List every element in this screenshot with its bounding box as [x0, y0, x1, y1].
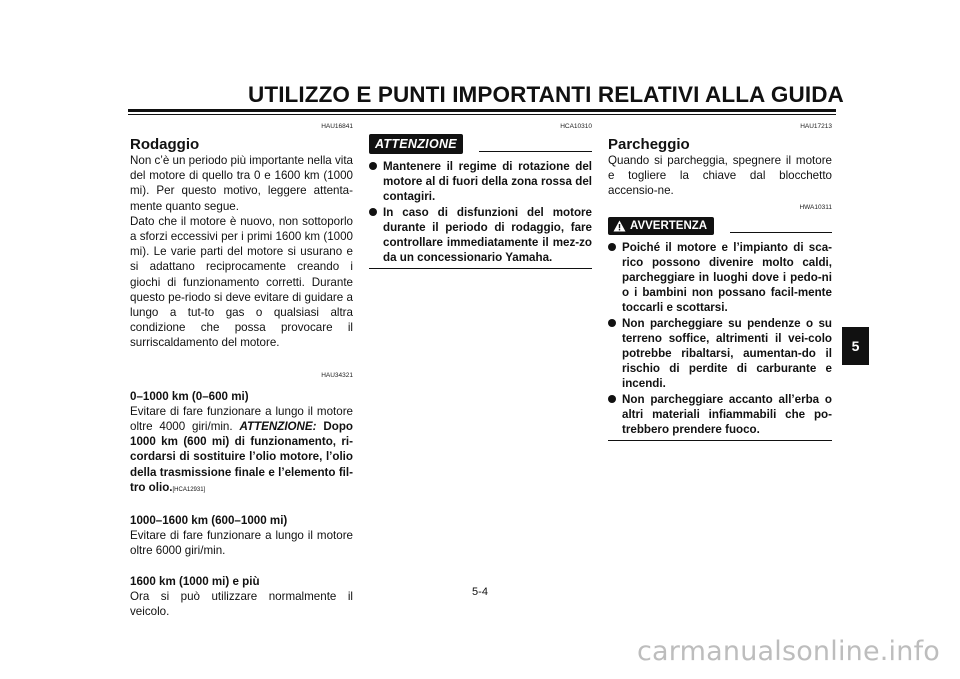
list-item: Poiché il motore e l’impianto di sca-rico possono divenire molto caldi, parcheggiare in luoghi dove i pedo-ni o i bambini non possano facil-mente toccarli e scottarsi.: [608, 240, 832, 316]
warning-badge: [608, 217, 714, 235]
paragraph: Evitare di fare funzionare a lungo il motore oltre 6000 giri/min.: [130, 529, 353, 558]
section-tab: 5: [842, 327, 869, 365]
middle-column: [369, 122, 592, 269]
header-rule-thin: [128, 114, 836, 115]
caution-text: Dopo 1000 km (600 mi) di funzionamento, ri-cordarsi di sostituire l’olio motore, l’olio della trasmissione finale e l’elemento fil-tro olio.: [130, 420, 353, 494]
left-column: [130, 122, 353, 619]
paragraph: Quando si parcheggia, spegnere il motore e togliere la chiave dal blocchetto accensio-ne.: [608, 154, 832, 198]
bullet-icon: [608, 395, 616, 403]
ref-code: HWA10311: [799, 203, 832, 211]
bullet-icon: [369, 162, 377, 170]
ref-code: HAU34321: [321, 371, 353, 379]
subheading: 1600 km (1000 mi) e più: [130, 574, 260, 588]
warning-end-rule: [608, 440, 832, 441]
caution-end-rule: [369, 268, 592, 269]
subheading: 1000–1600 km (600–1000 mi): [130, 514, 288, 528]
bullet-icon: [608, 243, 616, 251]
header-rule: [128, 109, 836, 112]
paragraph: Ora si può utilizzare normalmente il veicolo.: [130, 589, 353, 619]
caution-label: ATTENZIONE:: [239, 420, 317, 434]
list-item: Non parcheggiare su pendenze o su terreno soffice, altrimenti il vei-colo potrebbe ribaltarsi, aumentan-do il rischio di perdite di carburante e incendi.: [608, 316, 832, 392]
list-item: Mantenere il regime di rotazione del motore al di fuori della zona rossa del contagiri.: [369, 159, 592, 205]
caution-rule: [479, 151, 592, 152]
ref-code: HCA10310: [560, 123, 592, 130]
bullet-icon: [369, 208, 377, 216]
caution-code: [HCA12931]: [172, 486, 206, 493]
bullet-icon: [608, 319, 616, 327]
sub-text: Evitare di fare funzionare a lungo il motore oltre 4000 giri/min.: [130, 404, 353, 434]
ref-code: HAU17213: [800, 123, 832, 130]
page-title: UTILIZZO E PUNTI IMPORTANTI RELATIVI ALLA GUIDA: [248, 82, 844, 107]
section-title-rodaggio: Rodaggio: [130, 136, 200, 153]
warning-header: [608, 217, 832, 235]
warning-rule: [730, 232, 832, 233]
list-item: In caso di disfunzioni del motore durante il periodo di rodaggio, fare controllare immediatamente il mez-zo da un concessionario Yamaha.: [369, 205, 592, 266]
paragraph-with-caution: [130, 404, 353, 498]
list-item: Non parcheggiare accanto all’erba o altri materiali infiammabili che po-trebbero prendere fuoco.: [608, 392, 832, 438]
warning-list: [608, 240, 832, 438]
watermark: carmanualsonline.info: [637, 636, 940, 667]
caution-header: [369, 134, 592, 154]
warning-label: AVVERTENZA: [630, 219, 708, 232]
section-title-parcheggio: Parcheggio: [608, 136, 690, 153]
caution-badge: ATTENZIONE: [369, 134, 463, 154]
caution-list: [369, 159, 592, 265]
subheading: 0–1000 km (0–600 mi): [130, 389, 249, 403]
paragraph: Non c’è un periodo più importante nella vita del motore di quello tra 0 e 1600 km (1000 mi). Per questo motivo, leggere attenta-mente quanto segue.: [130, 154, 353, 213]
page-number: 5-4: [472, 586, 488, 598]
ref-code: HAU16841: [321, 123, 353, 130]
right-column: [608, 122, 832, 441]
paragraph: Dato che il motore è nuovo, non sottoporlo a sforzi eccessivi per i primi 1600 km (1000 mi). Le varie parti del motore si usurano e si adattano reciprocamente creando i giochi di funzionamento corretti. Durante questo pe-riodo si deve evitare di guidare a lungo a tut-to gas o qualsiasi altra condizione che possa provocare il surriscaldamento del motore.: [130, 214, 353, 350]
warning-triangle-icon: [613, 220, 626, 232]
